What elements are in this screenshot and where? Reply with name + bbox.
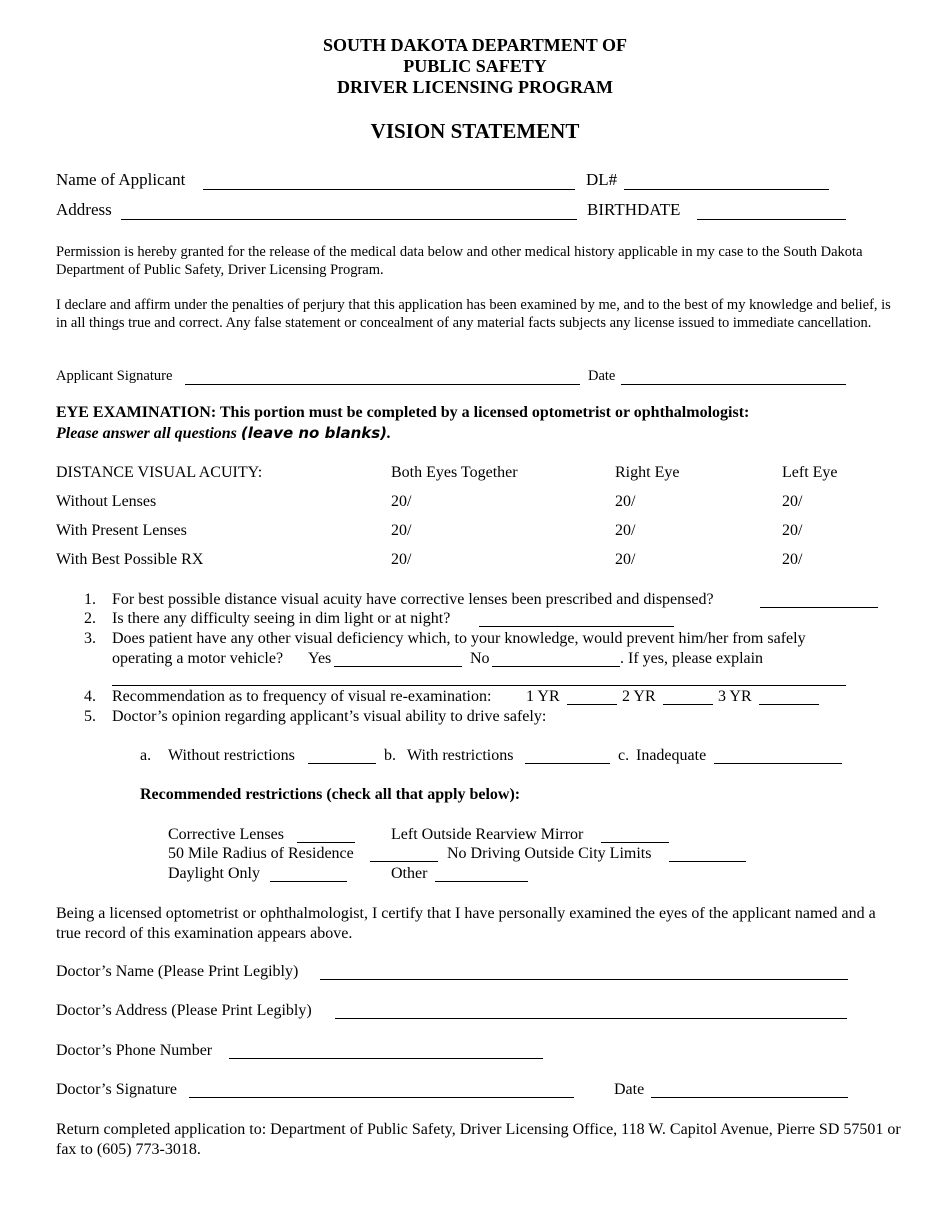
eye-exam-heading: EYE EXAMINATION: This portion must be completed by a licensed optometrist or ophthalmologist: — [56, 404, 750, 421]
restriction-corrective-lenses-field[interactable] — [297, 842, 355, 843]
question-2-field[interactable] — [479, 626, 674, 627]
option-without-restrictions-label: Without restrictions — [168, 747, 295, 764]
question-number: 2. — [84, 610, 96, 627]
question-5: Doctor’s opinion regarding applicant’s visual ability to drive safely: — [112, 708, 547, 725]
birthdate-label: BIRTHDATE — [587, 200, 681, 219]
restriction-radius-field[interactable] — [370, 861, 438, 862]
option-inadequate-label: Inadequate — [636, 747, 707, 764]
eye-exam-instruction: Please answer all questions (leave no blanks). — [56, 424, 392, 442]
restriction-mirror-field[interactable] — [601, 842, 669, 843]
option-without-restrictions-field[interactable] — [308, 763, 376, 764]
restriction-city-field[interactable] — [669, 861, 746, 862]
restriction-daylight-field[interactable] — [270, 881, 347, 882]
doctor-address-label: Doctor’s Address (Please Print Legibly) — [56, 1002, 312, 1019]
acuity-header-label: DISTANCE VISUAL ACUITY: — [56, 464, 263, 481]
acuity-cell[interactable]: 20/ — [782, 522, 803, 539]
doctor-date-label: Date — [614, 1081, 645, 1098]
doctor-signature-label: Doctor’s Signature — [56, 1081, 178, 1098]
option-letter: c. — [618, 747, 630, 764]
applicant-name-field[interactable] — [203, 189, 575, 190]
acuity-cell[interactable]: 20/ — [391, 493, 412, 510]
leave-no-blanks: (leave no blanks) — [240, 424, 388, 442]
option-letter: a. — [140, 747, 152, 764]
header-line-3: DRIVER LICENSING PROGRAM — [336, 77, 614, 97]
question-3-continued: operating a motor vehicle? — [112, 650, 284, 667]
header-line-1: SOUTH DAKOTA DEPARTMENT OF — [323, 35, 627, 55]
address-field[interactable] — [121, 219, 577, 220]
question-number: 1. — [84, 591, 96, 608]
doctor-address-field[interactable] — [335, 1018, 847, 1019]
question-3-explain-field[interactable] — [112, 685, 846, 686]
question-4-1yr-field[interactable] — [567, 704, 617, 705]
question-1: For best possible distance visual acuity have corrective lenses been prescribed and dispensed? — [112, 591, 714, 608]
question-4-2yr-field[interactable] — [663, 704, 713, 705]
doctor-date-field[interactable] — [651, 1097, 848, 1098]
acuity-cell[interactable]: 20/ — [391, 551, 412, 568]
acuity-cell[interactable]: 20/ — [391, 522, 412, 539]
doctor-phone-field[interactable] — [229, 1058, 543, 1059]
question-number: 3. — [84, 630, 96, 647]
acuity-row-label: With Best Possible RX — [56, 551, 204, 568]
acuity-header-right: Right Eye — [615, 464, 680, 481]
birthdate-field[interactable] — [697, 219, 846, 220]
question-3-explain-label: . If yes, please explain — [620, 650, 764, 667]
restriction-daylight-label: Daylight Only — [168, 865, 260, 882]
option-inadequate-field[interactable] — [714, 763, 842, 764]
doctor-name-field[interactable] — [320, 979, 848, 980]
question-4-3yr-label: 3 YR — [718, 688, 752, 705]
dl-number-field[interactable] — [624, 189, 829, 190]
doctor-name-label: Doctor’s Name (Please Print Legibly) — [56, 963, 299, 980]
question-2: Is there any difficulty seeing in dim light or at night? — [112, 610, 451, 627]
restriction-other-field[interactable] — [435, 881, 528, 882]
question-number: 4. — [84, 688, 96, 705]
acuity-cell[interactable]: 20/ — [615, 551, 636, 568]
restriction-corrective-lenses-label: Corrective Lenses — [168, 826, 284, 843]
restriction-radius-label: 50 Mile Radius of Residence — [168, 845, 354, 862]
acuity-cell[interactable]: 20/ — [782, 551, 803, 568]
return-instructions: Return completed application to: Department of Public Safety, Driver Licensing Office, 118 W. Capitol Avenue, Pierre SD 57501 or fax to (605) 773-3018. — [56, 1121, 901, 1158]
address-label: Address — [56, 200, 112, 219]
restrictions-heading: Recommended restrictions (check all that apply below): — [140, 786, 521, 803]
restriction-other-label: Other — [391, 865, 428, 882]
dl-number-label: DL# — [586, 170, 618, 189]
acuity-header-both: Both Eyes Together — [391, 464, 518, 481]
acuity-row-label: With Present Lenses — [56, 522, 187, 539]
option-letter: b. — [384, 747, 396, 764]
question-3-yes-field[interactable] — [334, 666, 462, 667]
question-number: 5. — [84, 708, 96, 725]
restriction-city-label: No Driving Outside City Limits — [447, 845, 652, 862]
question-4-1yr-label: 1 YR — [526, 688, 560, 705]
acuity-header-left: Left Eye — [782, 464, 838, 481]
acuity-cell[interactable]: 20/ — [782, 493, 803, 510]
applicant-date-label: Date — [588, 368, 616, 384]
certification-paragraph: Being a licensed optometrist or ophthalmologist, I certify that I have personally examined the eyes of the applicant named and a true record of this examination appears above. — [56, 905, 876, 942]
doctor-phone-label: Doctor’s Phone Number — [56, 1042, 213, 1059]
option-with-restrictions-label: With restrictions — [407, 747, 514, 764]
applicant-signature-label: Applicant Signature — [56, 368, 173, 384]
question-3-no-label: No — [470, 650, 490, 667]
question-4: Recommendation as to frequency of visual re-examination: — [112, 688, 492, 705]
question-1-field[interactable] — [760, 607, 878, 608]
doctor-signature-field[interactable] — [189, 1097, 574, 1098]
acuity-cell[interactable]: 20/ — [615, 522, 636, 539]
acuity-cell[interactable]: 20/ — [615, 493, 636, 510]
option-with-restrictions-field[interactable] — [525, 763, 610, 764]
question-3-yes-label: Yes — [308, 650, 332, 667]
acuity-row-label: Without Lenses — [56, 493, 157, 510]
header-line-2: PUBLIC SAFETY — [403, 56, 547, 76]
declaration-paragraph: I declare and affirm under the penalties of perjury that this application has been examined by me, and to the best of my knowledge and belief, is in all things true and correct. Any false statement or concealment of any material facts subjects any license issued to immediate cancellation. — [56, 297, 891, 331]
applicant-name-label: Name of Applicant — [56, 170, 186, 189]
question-3: Does patient have any other visual deficiency which, to your knowledge, would prevent him/her from safely — [112, 630, 806, 647]
permission-paragraph: Permission is hereby granted for the release of the medical data below and other medical history applicable in my case to the South Dakota Department of Public Safety, Driver Licensing Program. — [56, 244, 863, 278]
question-4-2yr-label: 2 YR — [622, 688, 656, 705]
applicant-signature-field[interactable] — [185, 384, 580, 385]
applicant-date-field[interactable] — [621, 384, 846, 385]
question-3-no-field[interactable] — [492, 666, 620, 667]
page-title: VISION STATEMENT — [370, 119, 580, 143]
restriction-mirror-label: Left Outside Rearview Mirror — [391, 826, 584, 843]
question-4-3yr-field[interactable] — [759, 704, 819, 705]
